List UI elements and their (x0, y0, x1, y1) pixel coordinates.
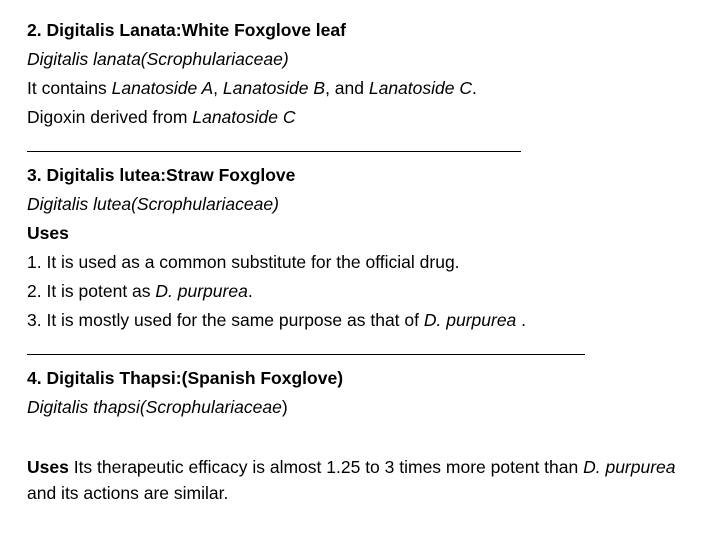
use2-species: D. purpurea (155, 281, 248, 301)
slide-content (27, 16, 707, 506)
spacer (27, 422, 707, 451)
section4-uses-species: D. purpurea (583, 457, 676, 477)
section4-uses-text: Its therapeutic efficacy is almost 1.25 to 3 times more potent than (68, 457, 584, 477)
section4-latin-italic: Digitalis thapsi(Scrophulariaceae (27, 397, 282, 417)
section2-heading: 2. Digitalis Lanata:White Foxglove leaf (27, 20, 346, 40)
section3-uses-label: Uses (27, 223, 69, 243)
lanatoside-c: Lanatoside C (368, 78, 472, 98)
section4-uses-paragraph (27, 454, 687, 506)
section2-latin-name: Digitalis lanata(Scrophulariaceae) (27, 49, 289, 69)
use3-species: D. purpurea (423, 310, 517, 330)
section3-use-1: 1. It is used as a common substitute for the official drug. (27, 252, 460, 272)
section3-use-3 (27, 306, 707, 335)
contains-suffix: . (472, 78, 477, 98)
use2-suffix: . (247, 281, 253, 301)
section4-uses-label: Uses (27, 457, 69, 477)
use2-prefix: 2. It is potent as (27, 281, 156, 301)
section3-use-2 (27, 277, 707, 306)
section2-digoxin-line (27, 103, 707, 132)
separator: , (213, 78, 223, 98)
use3-prefix: 3. It is mostly used for the same purpose as that of (27, 310, 424, 330)
digoxin-source: Lanatoside C (192, 107, 296, 127)
divider-1 (27, 132, 707, 161)
section4-uses-end: and its actions are similar. (27, 483, 229, 503)
contains-prefix: It contains (27, 78, 112, 98)
section2-contains-line (27, 74, 707, 103)
separator: , and (325, 78, 369, 98)
lanatoside-b: Lanatoside B (222, 78, 326, 98)
divider-2 (27, 335, 707, 364)
section4-latin-close: ) (281, 397, 288, 417)
section3-heading: 3. Digitalis lutea:Straw Foxglove (27, 165, 296, 185)
section4-heading: 4. Digitalis Thapsi:(Spanish Foxglove) (27, 368, 344, 388)
section3-latin-name: Digitalis lutea(Scrophulariaceae) (27, 194, 279, 214)
digoxin-prefix: Digoxin derived from (27, 107, 193, 127)
section4-latin-name (27, 393, 707, 422)
lanatoside-a: Lanatoside A (111, 78, 214, 98)
use3-suffix: . (516, 310, 527, 330)
